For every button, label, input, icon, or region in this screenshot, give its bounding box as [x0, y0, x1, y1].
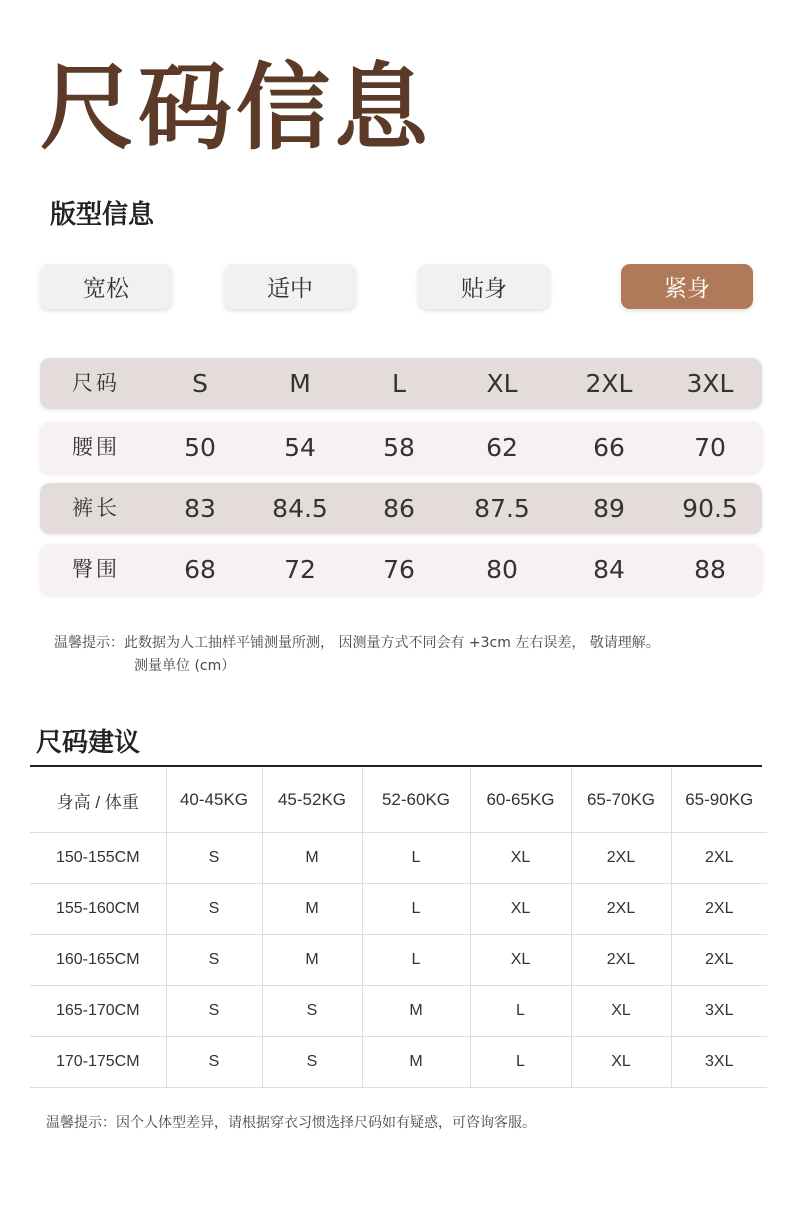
recommend-divider: [30, 765, 762, 767]
size-cell: M: [362, 986, 470, 1037]
measurement-note-line2: 测量单位 (cm）: [134, 658, 236, 674]
size-row-label: 臀围: [72, 557, 120, 581]
recommend-header-cell: 60-65KG: [470, 768, 571, 833]
recommend-header-cell: 40-45KG: [166, 768, 262, 833]
size-value-cell: 88: [694, 555, 726, 584]
size-cell: S: [166, 833, 262, 884]
recommend-header-cell: 身高 / 体重: [30, 768, 166, 833]
size-header-cell: L: [392, 369, 406, 398]
height-cell: 160-165CM: [30, 935, 166, 986]
size-row-length: [40, 483, 762, 534]
size-value-cell: 80: [486, 555, 518, 584]
size-value-cell: 76: [383, 555, 415, 584]
size-header-cell: XL: [486, 369, 518, 398]
size-value-cell: 89: [593, 494, 625, 523]
size-cell: M: [262, 833, 362, 884]
size-value-cell: 90.5: [682, 494, 738, 523]
recommend-header-cell: 65-90KG: [671, 768, 767, 833]
size-header-cell: 尺码: [72, 371, 120, 395]
table-row: [30, 833, 767, 884]
size-header-cell: 3XL: [686, 369, 734, 398]
size-cell: 2XL: [571, 884, 671, 935]
size-cell: 3XL: [671, 1037, 767, 1088]
size-cell: L: [470, 1037, 571, 1088]
size-cell: 3XL: [671, 986, 767, 1037]
height-cell: 150-155CM: [30, 833, 166, 884]
fit-options: [0, 264, 800, 310]
measurement-note-line1: 温馨提示：此数据为人工抽样平铺测量所测， 因测量方式不同会有 +3cm 左右误差， 敬请理解。: [54, 635, 660, 651]
size-row-label: 腰围: [72, 435, 120, 459]
recommend-header-cell: 45-52KG: [262, 768, 362, 833]
size-value-cell: 83: [184, 494, 216, 523]
size-cell: L: [362, 935, 470, 986]
size-value-cell: 87.5: [474, 494, 530, 523]
size-cell: XL: [470, 833, 571, 884]
size-row-hip: [40, 544, 762, 595]
fit-option-loose[interactable]: 宽松: [40, 264, 172, 309]
table-row: [30, 935, 767, 986]
size-cell: S: [262, 986, 362, 1037]
size-cell: S: [166, 884, 262, 935]
size-cell: XL: [470, 935, 571, 986]
size-cell: XL: [571, 1037, 671, 1088]
size-value-cell: 66: [593, 433, 625, 462]
size-cell: M: [262, 884, 362, 935]
table-row: [30, 884, 767, 935]
size-header-cell: M: [289, 369, 311, 398]
size-value-cell: 86: [383, 494, 415, 523]
size-row-waist: [40, 422, 762, 473]
size-cell: M: [262, 935, 362, 986]
size-cell: S: [166, 1037, 262, 1088]
size-value-cell: 84.5: [272, 494, 328, 523]
fit-option-slim[interactable]: 紧身: [621, 264, 753, 309]
size-cell: 2XL: [671, 833, 767, 884]
recommend-table: [30, 768, 767, 1088]
size-cell: L: [470, 986, 571, 1037]
size-value-cell: 84: [593, 555, 625, 584]
size-cell: 2XL: [671, 884, 767, 935]
size-cell: L: [362, 884, 470, 935]
size-value-cell: 68: [184, 555, 216, 584]
size-cell: S: [262, 1037, 362, 1088]
recommend-title: 尺码建议: [36, 728, 141, 758]
size-row-label: 裤长: [72, 496, 120, 520]
size-value-cell: 72: [284, 555, 316, 584]
size-cell: L: [362, 833, 470, 884]
size-cell: 2XL: [571, 935, 671, 986]
fit-section-title: 版型信息: [50, 200, 155, 230]
measurement-note: [54, 632, 660, 678]
page-title: 尺码信息: [40, 54, 433, 163]
size-value-cell: 50: [184, 433, 216, 462]
size-cell: S: [166, 986, 262, 1037]
size-cell: M: [362, 1037, 470, 1088]
size-table-header: [40, 358, 762, 409]
size-header-cell: S: [192, 369, 208, 398]
fit-option-regular[interactable]: 适中: [224, 264, 356, 309]
table-row: [30, 1037, 767, 1088]
recommend-header-row: [30, 768, 767, 833]
size-value-cell: 70: [694, 433, 726, 462]
size-value-cell: 58: [383, 433, 415, 462]
size-header-cell: 2XL: [585, 369, 633, 398]
fit-option-fitted[interactable]: 贴身: [418, 264, 550, 309]
size-value-cell: 54: [284, 433, 316, 462]
size-cell: 2XL: [671, 935, 767, 986]
height-cell: 170-175CM: [30, 1037, 166, 1088]
size-cell: S: [166, 935, 262, 986]
size-cell: XL: [470, 884, 571, 935]
height-cell: 165-170CM: [30, 986, 166, 1037]
size-advice-note: 温馨提示：因个人体型差异，请根据穿衣习惯选择尺码如有疑惑，可咨询客服。: [46, 1115, 536, 1131]
size-cell: XL: [571, 986, 671, 1037]
table-row: [30, 986, 767, 1037]
recommend-header-cell: 52-60KG: [362, 768, 470, 833]
size-cell: 2XL: [571, 833, 671, 884]
height-cell: 155-160CM: [30, 884, 166, 935]
recommend-header-cell: 65-70KG: [571, 768, 671, 833]
size-value-cell: 62: [486, 433, 518, 462]
